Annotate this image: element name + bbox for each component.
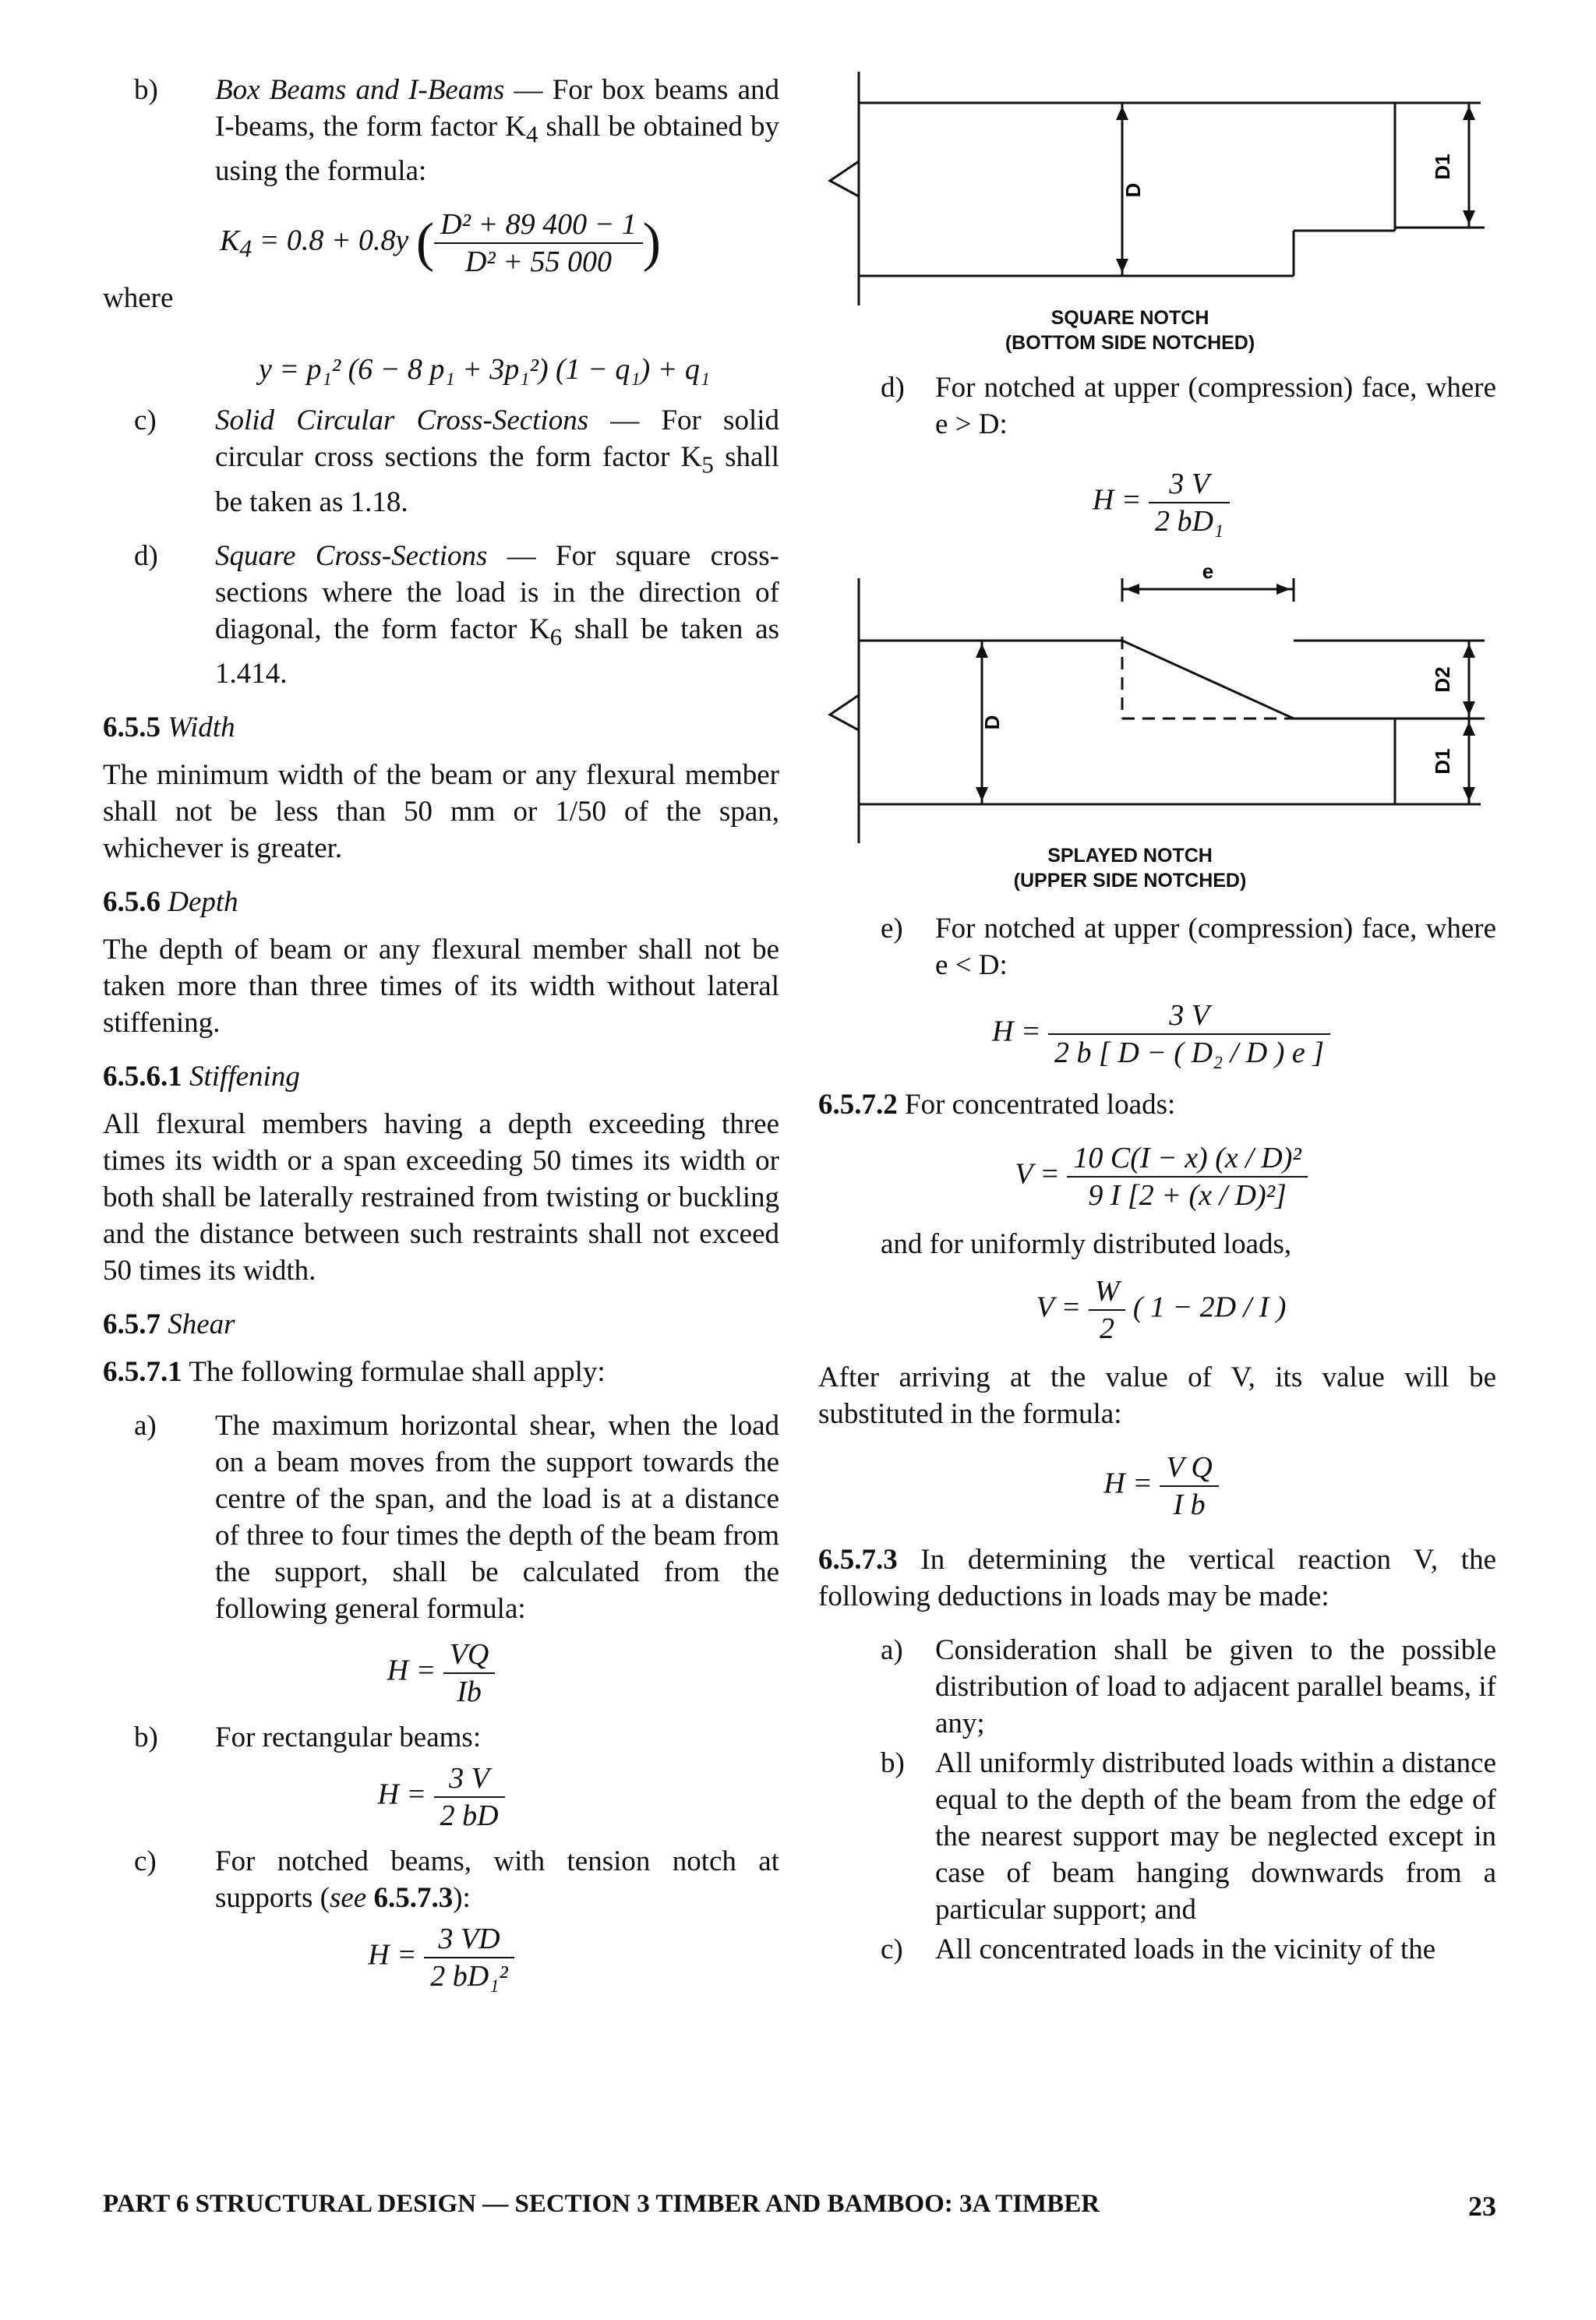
eq-denominator: 2 bD₁² — [430, 1960, 508, 1993]
section-6-5-6-1-text: All flexural members having a depth exceeding three times its width or a span exceeding 50 times its width or both shall be laterally restrained from twisting or buckling and the distance between such restraints shall not exceed 50 times its width. — [103, 1108, 779, 1287]
item-text: — For solid circular cross sections the form factor K — [215, 404, 779, 474]
item-text: shall be obtained by using the formula: — [215, 111, 779, 188]
item-c-circular — [103, 402, 779, 520]
page-footer — [103, 2190, 1496, 2222]
after-text: After arriving at the value of V, its value will be substituted in the formula: — [818, 1361, 1496, 1430]
item-text: — For square cross-sections where the load is in the direction of diagonal, the form factor K — [215, 539, 780, 645]
eq-lhs: H = — [377, 1778, 427, 1811]
eq-lhs: H = — [387, 1654, 436, 1687]
section-number: 6.5.6 — [103, 886, 161, 919]
eq-fraction — [434, 207, 643, 280]
item-e-upper-notch — [826, 910, 1496, 983]
dimension-label-e: e — [1202, 560, 1214, 583]
item-b-rectangular — [103, 1719, 779, 1756]
item-label: b) — [134, 74, 158, 106]
item-text: All uniformly distributed loads within a distance equal to the depth of the beam from the edge of the nearest support may be neglected except in case of beam hanging downwards from a particular support; and — [935, 1747, 1496, 1926]
eq-lhs: H = — [1092, 483, 1142, 517]
dimension-label-d2: D2 — [1431, 666, 1454, 693]
square-notch-diagram — [826, 72, 1496, 305]
eq-numerator: 3 V — [434, 1760, 505, 1798]
section-number: 6.5.7.1 — [103, 1356, 182, 1389]
item-label: c) — [881, 1933, 903, 1965]
section-title: Depth — [168, 886, 238, 919]
eq-rest: ( 1 − 2D / I ) — [1132, 1291, 1287, 1324]
figure-splayed-notch — [826, 555, 1496, 893]
item-label: d) — [881, 372, 905, 404]
item-label: d) — [134, 539, 158, 572]
item-a-max-shear — [103, 1407, 779, 1627]
equation-h-general — [103, 1637, 779, 1710]
eq-denominator: 2 b [ D − ( D₂ / D ) e ] — [1054, 1036, 1325, 1069]
item-b-box-beams — [103, 72, 779, 189]
section-title: Shear — [168, 1308, 235, 1341]
item-d-square — [103, 538, 779, 692]
eq-lhs: V = — [1036, 1291, 1082, 1324]
footer-text: PART 6 STRUCTURAL DESIGN — SECTION 3 TIMBER AND BAMBOO: 3A TIMBER — [103, 2190, 1100, 2218]
section-text: In determining the vertical reaction V, the following deductions in loads may be made: — [818, 1544, 1496, 1612]
see-ref: see — [329, 1882, 367, 1915]
subscript: 4 — [239, 235, 252, 263]
section-number: 6.5.5 — [103, 712, 161, 744]
section-text: The following formulae shall apply: — [182, 1356, 606, 1389]
section-title: Width — [168, 712, 235, 744]
figure-square-notch — [826, 72, 1496, 355]
caption-line: (UPPER SIDE NOTCHED) — [1013, 870, 1247, 892]
section-number: 6.5.7 — [103, 1308, 161, 1341]
item-text: shall be taken as 1.18. — [215, 441, 779, 518]
paren-open: ( — [415, 213, 435, 274]
item-c-notched — [103, 1843, 779, 1916]
eq-lhs: V = — [1015, 1157, 1060, 1191]
equation-h-substituted — [826, 1450, 1496, 1523]
subscript: 6 — [549, 623, 563, 651]
where-label: where — [103, 282, 174, 315]
item-title: Box Beams and I-Beams — [215, 74, 505, 106]
section-6-5-7-3 — [818, 1541, 1496, 1615]
equation-y: y = p₁² (6 − 8 p₁ + 3p₁²) (1 − q₁) + q₁ — [259, 353, 711, 387]
dimension-label-d: D — [1121, 182, 1145, 198]
caption-line: (BOTTOM SIDE NOTCHED) — [1005, 332, 1255, 354]
figure-caption — [764, 843, 1496, 893]
eq-denominator: I b — [1173, 1488, 1206, 1521]
section-number: 6.5.7.3 — [818, 1544, 898, 1576]
item-label: a) — [881, 1634, 903, 1666]
right-column — [818, 72, 1496, 1968]
item-label: c) — [134, 1845, 157, 1878]
eq-numerator: 10 C(I − x) (x / D)² — [1067, 1140, 1307, 1178]
eq-denominator: Ib — [457, 1676, 482, 1709]
section-number: 6.5.6.1 — [103, 1061, 182, 1093]
equation-v-udl — [826, 1273, 1496, 1347]
eq-numerator: V Q — [1160, 1450, 1218, 1487]
eq-denominator: 2 — [1100, 1312, 1115, 1345]
equation-h-rect — [103, 1760, 779, 1834]
item-label: a) — [134, 1410, 157, 1442]
eq-numerator: VQ — [443, 1637, 496, 1674]
item-d-upper-notch — [826, 369, 1496, 443]
eq-numerator: D² + 89 400 − 1 — [434, 207, 643, 244]
equation-h-upper-lt — [826, 998, 1496, 1071]
eq-numerator: W — [1089, 1273, 1126, 1311]
eq-denominator: D² + 55 000 — [464, 245, 612, 279]
eq-fraction — [1067, 1140, 1307, 1213]
section-6-5-6-text: The depth of beam or any flexural member shall not be taken more than three times of its width without lateral stiffening. — [103, 934, 779, 1040]
splayed-notch-diagram — [826, 555, 1496, 843]
eq-denominator: 2 bD₁ — [1154, 505, 1224, 538]
section-6-5-7-heading — [103, 1306, 779, 1343]
figure-caption — [764, 305, 1496, 355]
subscript: 5 — [701, 451, 714, 478]
eq-denominator: 2 bD — [440, 1799, 499, 1833]
equation-v-concentrated — [826, 1140, 1496, 1213]
eq-lhs: H = — [1103, 1467, 1153, 1500]
item-text: ): — [453, 1882, 471, 1915]
eq-fraction — [434, 1760, 505, 1834]
paren-close: ) — [642, 213, 662, 274]
item-text: For notched at upper (compression) face, where e > D: — [935, 372, 1496, 440]
section-6-5-6-1-heading — [103, 1058, 779, 1095]
eq-denominator: 9 I [2 + (x / D)²] — [1088, 1179, 1287, 1212]
deduction-item-a — [826, 1632, 1496, 1742]
item-text: For rectangular beams: — [215, 1721, 482, 1754]
section-number: 6.5.7.2 — [818, 1089, 898, 1121]
item-label: b) — [881, 1747, 905, 1779]
subscript: 4 — [525, 121, 538, 148]
item-title: Square Cross-Sections — [215, 539, 488, 572]
equation-h-upper-gt — [826, 466, 1496, 539]
section-6-5-7-2 — [818, 1086, 1496, 1123]
item-text: — For box beams and I-beams, the form factor K — [215, 74, 779, 143]
section-title: Stiffening — [189, 1061, 300, 1093]
item-text: Consideration shall be given to the possible distribution of load to adjacent parallel beams, if any; — [935, 1634, 1496, 1739]
eq-mid: = 0.8 + 0.8y — [252, 224, 409, 258]
deduction-item-c — [826, 1931, 1496, 1968]
item-label: c) — [134, 404, 157, 437]
section-ref: 6.5.7.3 — [366, 1882, 454, 1915]
item-text: For notched at upper (compression) face, where e < D: — [935, 913, 1496, 981]
dimension-label-d1: D1 — [1431, 748, 1454, 775]
eq-numerator: 3 V — [1048, 998, 1330, 1035]
dimension-label-d: D — [980, 715, 1004, 730]
item-text: For notched beams, with tension notch at supports ( — [215, 1845, 779, 1915]
dimension-label-d1: D1 — [1431, 154, 1454, 180]
eq-fraction — [1089, 1273, 1126, 1347]
eq-fraction — [443, 1637, 496, 1710]
eq-fraction — [1160, 1450, 1218, 1523]
eq-numerator: 3 VD — [424, 1921, 514, 1958]
item-label: e) — [881, 913, 903, 945]
eq-lhs: K — [220, 224, 240, 258]
caption-line: SPLAYED NOTCH — [1047, 845, 1213, 867]
caption-line: SQUARE NOTCH — [1050, 307, 1209, 329]
section-text: For concentrated loads: — [897, 1089, 1176, 1121]
eq-fraction — [424, 1921, 514, 1994]
section-6-5-5-heading — [103, 709, 779, 746]
page-number: 23 — [1468, 2191, 1496, 2222]
item-text: All concentrated loads in the vicinity of the — [935, 1933, 1436, 1965]
item-label: b) — [134, 1721, 158, 1754]
section-6-5-6-heading — [103, 884, 779, 920]
equation-k4 — [103, 207, 779, 280]
item-title: Solid Circular Cross-Sections — [215, 404, 589, 437]
section-6-5-5-text: The minimum width of the beam or any flexural member shall not be less than 50 mm or 1/50 of the span, whichever is greater. — [103, 759, 779, 865]
udl-text: and for uniformly distributed loads, — [881, 1228, 1292, 1260]
left-column — [103, 72, 779, 1994]
item-text: The maximum horizontal shear, when the load on a beam moves from the support towards the centre of the span, and the load is at a distance of three to four times the depth of the beam from the support, shall be calculated from the following general formula: — [215, 1410, 779, 1626]
section-6-5-7-1 — [103, 1354, 779, 1390]
eq-lhs: H = — [991, 1015, 1041, 1048]
deduction-item-b — [826, 1745, 1496, 1928]
eq-numerator: 3 V — [1149, 466, 1230, 503]
item-text: shall be taken as 1.414. — [215, 613, 779, 690]
equation-h-notched — [103, 1921, 779, 1994]
eq-fraction — [1149, 466, 1230, 539]
eq-lhs: H = — [368, 1938, 417, 1972]
eq-fraction — [1048, 998, 1330, 1071]
